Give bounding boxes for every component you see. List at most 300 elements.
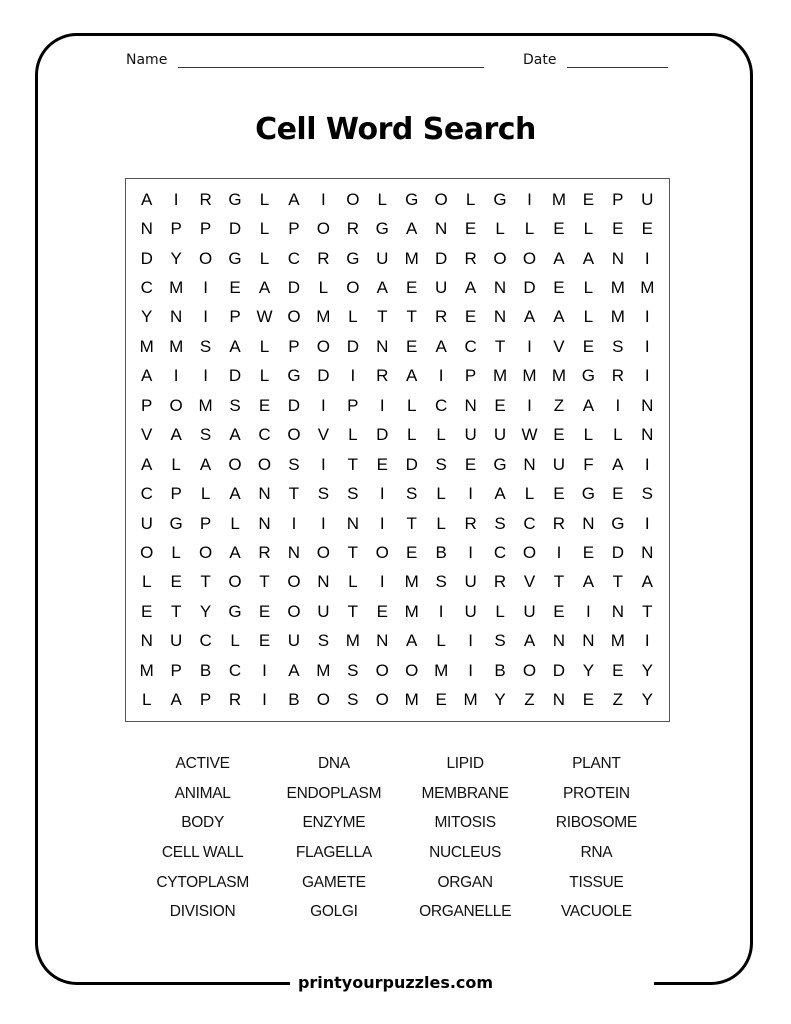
grid-letter[interactable]: A [288, 189, 300, 209]
grid-letter[interactable]: A [641, 572, 653, 592]
grid-letter[interactable]: I [291, 513, 297, 533]
grid-letter[interactable]: D [287, 278, 301, 298]
grid-letter[interactable]: S [317, 484, 330, 504]
grid-letter[interactable]: D [435, 248, 448, 268]
grid-letter[interactable]: C [493, 543, 507, 563]
grid-letter[interactable]: P [170, 219, 182, 239]
grid-letter[interactable]: N [552, 631, 566, 651]
grid-letter[interactable]: A [406, 366, 418, 386]
grid-letter[interactable]: C [435, 395, 448, 415]
grid-letter[interactable]: T [377, 307, 388, 327]
grid-letter[interactable]: W [256, 307, 273, 327]
grid-letter[interactable]: A [229, 484, 241, 504]
grid-letter[interactable]: L [348, 307, 358, 327]
grid-letter[interactable]: I [644, 336, 650, 356]
grid-letter[interactable]: S [199, 336, 212, 356]
grid-letter[interactable]: M [139, 336, 154, 356]
grid-letter[interactable]: A [494, 484, 506, 504]
grid-letter[interactable]: E [582, 543, 595, 563]
grid-letter[interactable]: I [321, 513, 326, 533]
grid-letter[interactable]: L [171, 543, 181, 563]
grid-letter[interactable]: C [140, 484, 153, 504]
grid-letter[interactable]: E [376, 454, 388, 474]
grid-letter[interactable]: A [170, 690, 182, 710]
grid-letter[interactable]: L [436, 513, 446, 533]
grid-letter[interactable]: U [435, 278, 448, 298]
grid-letter[interactable]: N [140, 631, 153, 651]
grid-letter[interactable]: N [376, 336, 389, 356]
grid-letter[interactable]: E [376, 601, 388, 621]
grid-letter[interactable]: D [140, 248, 153, 268]
grid-letter[interactable]: I [468, 631, 473, 651]
grid-letter[interactable]: R [464, 513, 477, 533]
grid-letter[interactable]: G [493, 454, 507, 474]
grid-letter[interactable]: A [435, 336, 447, 356]
grid-letter[interactable]: I [644, 248, 650, 268]
grid-letter[interactable]: E [641, 219, 653, 239]
grid-letter[interactable]: N [552, 690, 566, 710]
grid-letter[interactable]: O [316, 690, 330, 710]
grid-letter[interactable]: U [552, 454, 566, 474]
grid-letter[interactable]: E [170, 572, 182, 592]
grid-letter[interactable]: E [141, 601, 153, 621]
grid-letter[interactable]: T [347, 543, 359, 563]
grid-letter[interactable]: A [229, 425, 241, 445]
grid-letter[interactable]: U [140, 513, 153, 533]
grid-letter[interactable]: R [552, 513, 566, 533]
grid-letter[interactable]: M [640, 278, 655, 298]
grid-letter[interactable]: C [140, 278, 153, 298]
grid-letter[interactable]: E [553, 278, 565, 298]
grid-letter[interactable]: V [317, 425, 330, 445]
grid-letter[interactable]: U [523, 601, 536, 621]
grid-letter[interactable]: C [199, 631, 212, 651]
grid-letter[interactable]: B [435, 543, 447, 563]
grid-letter[interactable]: Y [641, 660, 653, 680]
grid-letter[interactable]: M [169, 278, 184, 298]
grid-letter[interactable]: D [346, 336, 359, 356]
grid-letter[interactable]: L [259, 248, 270, 268]
grid-letter[interactable]: R [611, 366, 624, 386]
grid-letter[interactable]: T [170, 601, 182, 621]
grid-letter[interactable]: A [141, 189, 153, 209]
grid-letter[interactable]: M [492, 366, 508, 386]
grid-letter[interactable]: T [642, 601, 653, 621]
grid-letter[interactable]: I [644, 631, 650, 651]
grid-letter[interactable]: I [173, 189, 179, 209]
grid-letter[interactable]: N [641, 395, 654, 415]
grid-letter[interactable]: I [527, 189, 532, 209]
grid-letter[interactable]: E [612, 484, 624, 504]
grid-letter[interactable]: L [259, 366, 270, 386]
grid-letter[interactable]: C [523, 513, 536, 533]
grid-letter[interactable]: I [644, 454, 650, 474]
grid-letter[interactable]: D [405, 454, 418, 474]
grid-letter[interactable]: T [553, 572, 565, 592]
grid-letter[interactable]: I [203, 366, 208, 386]
grid-letter[interactable]: S [612, 336, 624, 356]
grid-letter[interactable]: I [262, 660, 267, 680]
grid-letter[interactable]: D [317, 366, 330, 386]
grid-letter[interactable]: I [379, 572, 385, 592]
grid-letter[interactable]: T [494, 336, 506, 356]
grid-letter[interactable]: A [229, 336, 241, 356]
grid-letter[interactable]: E [464, 307, 477, 327]
grid-letter[interactable]: P [141, 395, 153, 415]
grid-letter[interactable]: E [582, 690, 595, 710]
grid-letter[interactable]: G [611, 513, 625, 533]
grid-letter[interactable]: I [379, 513, 385, 533]
grid-letter[interactable]: P [170, 484, 182, 504]
grid-letter[interactable]: I [321, 189, 326, 209]
grid-letter[interactable]: G [375, 219, 389, 239]
grid-letter[interactable]: E [258, 631, 271, 651]
grid-letter[interactable]: P [612, 189, 624, 209]
grid-letter[interactable]: E [229, 278, 241, 298]
grid-letter[interactable]: O [522, 660, 537, 680]
grid-letter[interactable]: T [200, 572, 211, 592]
grid-letter[interactable]: A [553, 248, 565, 268]
grid-letter[interactable]: Z [524, 690, 535, 710]
grid-letter[interactable]: O [287, 601, 301, 621]
grid-letter[interactable]: O [169, 395, 183, 415]
grid-letter[interactable]: N [346, 513, 359, 533]
grid-letter[interactable]: A [376, 278, 388, 298]
grid-letter[interactable]: C [464, 336, 477, 356]
grid-letter[interactable]: P [199, 219, 212, 239]
grid-letter[interactable]: M [404, 572, 419, 592]
grid-letter[interactable]: A [406, 631, 418, 651]
grid-letter[interactable]: G [346, 248, 360, 268]
grid-letter[interactable]: L [171, 454, 181, 474]
grid-letter[interactable]: A [553, 307, 565, 327]
grid-letter[interactable]: L [259, 336, 270, 356]
grid-letter[interactable]: E [582, 189, 595, 209]
grid-letter[interactable]: C [258, 425, 271, 445]
grid-letter[interactable]: L [141, 572, 152, 592]
grid-letter[interactable]: N [258, 484, 271, 504]
grid-letter[interactable]: M [198, 395, 213, 415]
grid-letter[interactable]: I [615, 395, 621, 415]
grid-letter[interactable]: A [523, 631, 536, 651]
grid-letter[interactable]: A [464, 278, 477, 298]
grid-letter[interactable]: W [521, 425, 538, 445]
grid-letter[interactable]: I [644, 307, 650, 327]
grid-letter[interactable]: E [406, 278, 418, 298]
grid-letter[interactable]: M [404, 601, 419, 621]
grid-letter[interactable]: D [611, 543, 624, 563]
grid-letter[interactable]: G [581, 484, 595, 504]
grid-letter[interactable]: E [553, 484, 565, 504]
grid-letter[interactable]: A [258, 278, 271, 298]
grid-letter[interactable]: L [200, 484, 211, 504]
grid-letter[interactable]: F [583, 454, 594, 474]
grid-letter[interactable]: O [287, 425, 301, 445]
grid-letter[interactable]: A [612, 454, 624, 474]
grid-letter[interactable]: I [203, 278, 208, 298]
grid-letter[interactable]: I [438, 366, 444, 386]
grid-letter[interactable]: O [522, 248, 537, 268]
grid-letter[interactable]: L [583, 219, 594, 239]
grid-letter[interactable]: D [287, 395, 301, 415]
grid-letter[interactable]: L [524, 219, 535, 239]
grid-letter[interactable]: N [611, 601, 624, 621]
grid-letter[interactable]: L [436, 425, 446, 445]
grid-letter[interactable]: S [494, 631, 506, 651]
grid-letter[interactable]: O [522, 543, 537, 563]
grid-letter[interactable]: L [348, 572, 358, 592]
grid-letter[interactable]: C [228, 660, 242, 680]
grid-letter[interactable]: L [465, 189, 476, 209]
grid-letter[interactable]: U [641, 189, 654, 209]
grid-letter[interactable]: L [318, 278, 329, 298]
grid-letter[interactable]: I [468, 660, 473, 680]
grid-letter[interactable]: E [553, 219, 565, 239]
grid-letter[interactable]: I [468, 543, 473, 563]
grid-letter[interactable]: Y [494, 690, 506, 710]
grid-letter[interactable]: P [464, 366, 477, 386]
grid-letter[interactable]: I [644, 513, 650, 533]
grid-letter[interactable]: O [228, 454, 242, 474]
grid-letter[interactable]: S [199, 425, 212, 445]
grid-letter[interactable]: A [288, 660, 300, 680]
grid-letter[interactable]: E [553, 425, 565, 445]
grid-letter[interactable]: I [438, 601, 444, 621]
grid-letter[interactable]: P [288, 219, 300, 239]
grid-letter[interactable]: A [229, 543, 241, 563]
grid-letter[interactable]: T [406, 307, 417, 327]
grid-letter[interactable]: L [230, 513, 240, 533]
grid-letter[interactable]: O [287, 307, 301, 327]
grid-letter[interactable]: P [347, 395, 359, 415]
grid-letter[interactable]: A [582, 395, 595, 415]
grid-letter[interactable]: M [551, 366, 567, 386]
grid-letter[interactable]: O [316, 219, 330, 239]
grid-letter[interactable]: V [553, 336, 565, 356]
grid-letter[interactable]: A [141, 366, 153, 386]
grid-letter[interactable]: S [317, 631, 330, 651]
grid-letter[interactable]: L [583, 425, 594, 445]
grid-letter[interactable]: U [464, 425, 477, 445]
grid-letter[interactable]: M [463, 690, 478, 710]
grid-letter[interactable]: I [379, 395, 385, 415]
grid-letter[interactable]: G [169, 513, 183, 533]
grid-letter[interactable]: M [316, 307, 331, 327]
grid-letter[interactable]: M [316, 660, 331, 680]
grid-letter[interactable]: M [522, 366, 537, 386]
grid-letter[interactable]: O [287, 572, 301, 592]
grid-letter[interactable]: R [435, 307, 448, 327]
grid-letter[interactable]: D [228, 219, 242, 239]
grid-letter[interactable]: M [551, 189, 567, 209]
grid-letter[interactable]: A [582, 572, 595, 592]
grid-letter[interactable]: I [262, 690, 267, 710]
grid-letter[interactable]: A [199, 454, 212, 474]
grid-letter[interactable]: E [582, 336, 595, 356]
grid-letter[interactable]: E [464, 454, 477, 474]
grid-letter[interactable]: L [613, 425, 623, 445]
grid-letter[interactable]: N [376, 631, 389, 651]
grid-letter[interactable]: S [641, 484, 653, 504]
grid-letter[interactable]: L [495, 601, 505, 621]
grid-letter[interactable]: E [464, 219, 477, 239]
grid-letter[interactable]: U [287, 631, 301, 651]
grid-letter[interactable]: E [258, 395, 271, 415]
grid-letter[interactable]: V [523, 572, 536, 592]
grid-letter[interactable]: T [259, 572, 270, 592]
grid-letter[interactable]: R [199, 189, 212, 209]
grid-letter[interactable]: M [404, 248, 419, 268]
grid-letter[interactable]: O [405, 660, 419, 680]
grid-letter[interactable]: E [406, 336, 418, 356]
grid-letter[interactable]: S [347, 484, 359, 504]
grid-letter[interactable]: A [141, 454, 153, 474]
grid-letter[interactable]: R [493, 572, 507, 592]
grid-letter[interactable]: U [493, 425, 507, 445]
grid-letter[interactable]: U [464, 601, 477, 621]
grid-letter[interactable]: P [229, 307, 241, 327]
grid-letter[interactable]: Y [582, 660, 595, 680]
grid-letter[interactable]: R [228, 690, 242, 710]
grid-letter[interactable]: L [141, 690, 152, 710]
grid-letter[interactable]: I [379, 484, 385, 504]
grid-letter[interactable]: M [345, 631, 360, 651]
grid-letter[interactable]: U [464, 572, 477, 592]
grid-letter[interactable]: O [257, 454, 272, 474]
grid-letter[interactable]: L [406, 425, 417, 445]
grid-letter[interactable]: C [287, 248, 301, 268]
grid-letter[interactable]: B [494, 660, 506, 680]
grid-letter[interactable]: I [644, 366, 650, 386]
grid-letter[interactable]: L [436, 631, 446, 651]
grid-letter[interactable]: N [140, 219, 153, 239]
grid-letter[interactable]: Y [141, 307, 153, 327]
grid-letter[interactable]: O [316, 336, 330, 356]
grid-letter[interactable]: A [170, 425, 182, 445]
grid-letter[interactable]: S [288, 454, 300, 474]
grid-letter[interactable]: N [170, 307, 183, 327]
grid-letter[interactable]: G [287, 366, 301, 386]
grid-letter[interactable]: A [582, 248, 595, 268]
grid-letter[interactable]: E [494, 395, 506, 415]
grid-letter[interactable]: N [641, 543, 654, 563]
grid-letter[interactable]: I [527, 336, 532, 356]
grid-letter[interactable]: O [346, 189, 360, 209]
grid-letter[interactable]: O [375, 690, 389, 710]
grid-letter[interactable]: E [258, 601, 271, 621]
grid-letter[interactable]: O [198, 543, 213, 563]
grid-letter[interactable]: P [199, 513, 212, 533]
grid-letter[interactable]: T [347, 601, 359, 621]
name-line[interactable] [178, 67, 484, 68]
grid-letter[interactable]: Y [641, 690, 653, 710]
grid-letter[interactable]: R [258, 543, 271, 563]
grid-letter[interactable]: A [406, 219, 418, 239]
grid-letter[interactable]: S [435, 572, 447, 592]
grid-letter[interactable]: L [377, 189, 387, 209]
grid-letter[interactable]: I [321, 395, 326, 415]
grid-letter[interactable]: N [611, 248, 624, 268]
grid-letter[interactable]: R [346, 219, 359, 239]
grid-letter[interactable]: D [228, 366, 242, 386]
grid-letter[interactable]: Y [199, 601, 212, 621]
grid-letter[interactable]: O [434, 189, 448, 209]
grid-letter[interactable]: N [464, 395, 477, 415]
grid-letter[interactable]: M [434, 660, 449, 680]
grid-letter[interactable]: S [347, 690, 359, 710]
grid-letter[interactable]: E [553, 601, 565, 621]
grid-letter[interactable]: M [139, 660, 154, 680]
grid-letter[interactable]: O [375, 660, 389, 680]
grid-letter[interactable]: T [347, 454, 359, 474]
grid-letter[interactable]: Z [553, 395, 565, 415]
grid-letter[interactable]: L [524, 484, 535, 504]
date-line[interactable] [567, 67, 668, 68]
grid-letter[interactable]: N [582, 631, 595, 651]
grid-letter[interactable]: N [493, 307, 507, 327]
grid-letter[interactable]: M [610, 631, 625, 651]
grid-letter[interactable]: O [316, 543, 330, 563]
grid-letter[interactable]: L [436, 484, 446, 504]
grid-letter[interactable]: T [288, 484, 300, 504]
grid-letter[interactable]: D [523, 278, 536, 298]
grid-letter[interactable]: E [612, 219, 624, 239]
grid-letter[interactable]: L [348, 425, 358, 445]
grid-letter[interactable]: P [288, 336, 300, 356]
grid-letter[interactable]: S [347, 660, 359, 680]
grid-letter[interactable]: I [468, 484, 473, 504]
grid-letter[interactable]: P [199, 690, 212, 710]
grid-letter[interactable]: N [287, 543, 301, 563]
grid-letter[interactable]: A [523, 307, 536, 327]
grid-letter[interactable]: N [317, 572, 330, 592]
grid-letter[interactable]: R [464, 248, 477, 268]
grid-letter[interactable]: N [258, 513, 271, 533]
grid-letter[interactable]: O [375, 543, 389, 563]
grid-letter[interactable]: G [581, 366, 595, 386]
grid-letter[interactable]: M [169, 336, 184, 356]
grid-letter[interactable]: O [198, 248, 213, 268]
grid-letter[interactable]: B [199, 660, 212, 680]
grid-letter[interactable]: R [317, 248, 330, 268]
grid-letter[interactable]: Y [170, 248, 182, 268]
grid-letter[interactable]: G [228, 189, 242, 209]
grid-letter[interactable]: I [321, 454, 326, 474]
grid-letter[interactable]: Z [612, 690, 624, 710]
grid-letter[interactable]: I [203, 307, 208, 327]
grid-letter[interactable]: L [259, 219, 270, 239]
grid-letter[interactable]: I [350, 366, 356, 386]
grid-letter[interactable]: L [583, 307, 594, 327]
grid-letter[interactable]: N [493, 278, 507, 298]
grid-letter[interactable]: T [612, 572, 624, 592]
grid-letter[interactable]: G [493, 189, 507, 209]
grid-letter[interactable]: G [228, 601, 242, 621]
grid-letter[interactable]: P [170, 660, 182, 680]
grid-letter[interactable]: V [141, 425, 153, 445]
grid-letter[interactable]: S [494, 513, 506, 533]
grid-letter[interactable]: N [435, 219, 448, 239]
grid-letter[interactable]: L [230, 631, 240, 651]
grid-letter[interactable]: E [612, 660, 624, 680]
grid-letter[interactable]: R [376, 366, 389, 386]
grid-letter[interactable]: O [493, 248, 507, 268]
grid-letter[interactable]: D [552, 660, 566, 680]
grid-letter[interactable]: N [641, 425, 654, 445]
grid-letter[interactable]: O [228, 572, 242, 592]
grid-letter[interactable]: D [376, 425, 389, 445]
grid-letter[interactable]: M [610, 278, 625, 298]
